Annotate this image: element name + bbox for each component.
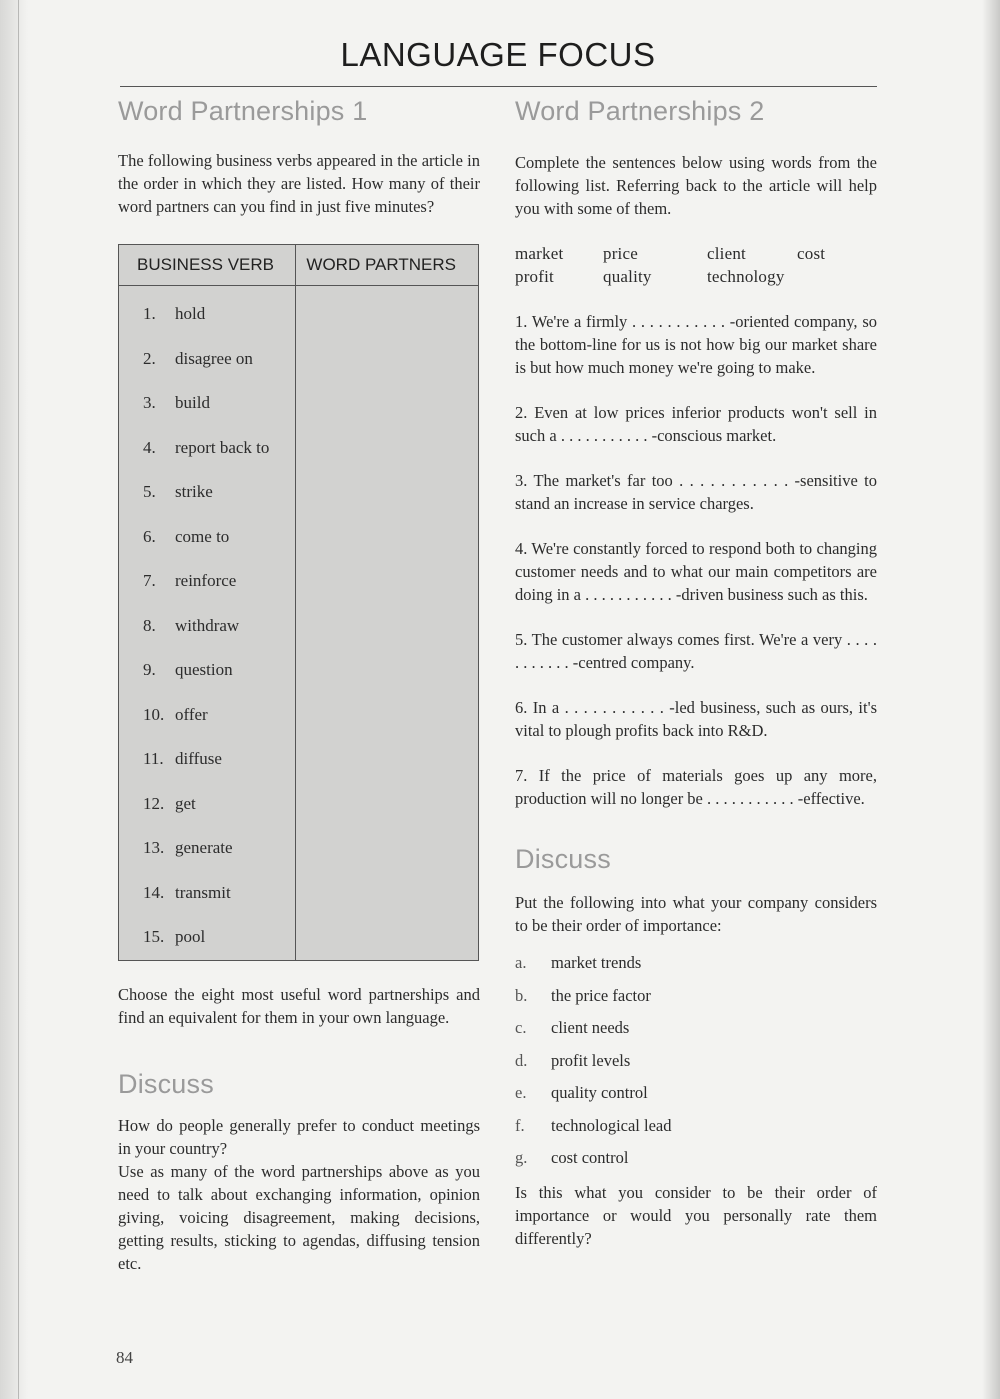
verb-rows	[119, 286, 479, 961]
list-item-text: quality control	[551, 1083, 648, 1102]
business-verb-cell	[119, 871, 296, 916]
gap-fill-sentence: 2. Even at low prices inferior products won't sell in such a . . . . . . . . . . . -conscious market.	[515, 403, 877, 445]
discuss-heading-left: Discuss	[118, 1068, 214, 1099]
word-partnerships-1-heading: Word Partnerships 1	[118, 96, 368, 126]
discuss-question-meetings: How do people generally prefer to conduct meetings in your country?	[118, 1115, 480, 1158]
business-verb-cell	[119, 737, 296, 782]
verb-number: 9.	[143, 660, 156, 680]
verb-number: 4.	[143, 437, 156, 457]
table-row	[119, 470, 479, 515]
choose-instruction: Choose the eight most useful word partnerships and find an equivalent for them in your own language.	[118, 984, 480, 1027]
list-item-letter: c.	[515, 1018, 527, 1037]
list-item-letter: d.	[515, 1050, 528, 1070]
list-item	[515, 1077, 877, 1110]
list-item-text: the price factor	[551, 985, 651, 1005]
business-verb-cell	[119, 782, 296, 827]
verb-number: 7.	[143, 571, 156, 591]
word-list	[515, 242, 877, 288]
verb-number: 3.	[143, 393, 156, 413]
verb-number: 5.	[143, 482, 156, 502]
title-divider	[120, 86, 877, 87]
business-verb-table	[118, 244, 479, 961]
page-number: 84	[116, 1348, 133, 1367]
list-item-text: market trends	[551, 953, 642, 972]
list-item	[515, 1045, 877, 1078]
business-verb-header: BUSINESS VERB	[119, 245, 296, 286]
business-verb-cell	[119, 470, 296, 515]
gap-fill-sentence: 1. We're a firmly . . . . . . . . . . . -oriented company, so the bottom-line for us is not how big our market share is but how much money we're going to make.	[515, 312, 877, 377]
list-item-letter: g.	[515, 1148, 528, 1167]
table-row	[119, 915, 479, 960]
word-partners-cell[interactable]	[296, 515, 479, 560]
word-partners-cell[interactable]	[296, 782, 479, 827]
word-list-item: quality	[603, 267, 652, 286]
list-item-letter: b.	[515, 985, 528, 1005]
word-list-item: market	[515, 244, 564, 263]
page-binding-shadow	[0, 0, 28, 1399]
table-row	[119, 559, 479, 604]
list-item	[515, 947, 877, 980]
business-verb-cell	[119, 648, 296, 693]
table-row	[119, 381, 479, 426]
business-verb-cell	[119, 826, 296, 871]
binding-line	[18, 0, 19, 1399]
verb-number: 14.	[143, 882, 165, 902]
business-verb-cell	[119, 381, 296, 426]
word-partners-cell[interactable]	[296, 286, 479, 337]
business-verb-cell	[119, 559, 296, 604]
word-partnerships-2-intro: Complete the sentences below using words from the following list. Referring back to the article will help you with some of them.	[515, 153, 877, 218]
verb-number: 12.	[143, 793, 165, 813]
page-edge-shadow	[982, 0, 1000, 1399]
table-row	[119, 426, 479, 471]
word-list-item: technology	[707, 267, 785, 286]
word-partners-cell[interactable]	[296, 426, 479, 471]
business-verb-cell	[119, 604, 296, 649]
list-item-text: profit levels	[551, 1050, 631, 1070]
list-item-letter: e.	[515, 1083, 527, 1102]
word-list-item: profit	[515, 267, 554, 286]
word-partners-cell[interactable]	[296, 737, 479, 782]
verb-text: report back to	[175, 437, 270, 457]
word-partnerships-2-heading: Word Partnerships 2	[515, 96, 765, 126]
verb-text: come to	[175, 526, 230, 546]
word-partners-cell[interactable]	[296, 559, 479, 604]
list-item	[515, 1142, 877, 1175]
word-partners-cell[interactable]	[296, 915, 479, 960]
table-row	[119, 337, 479, 382]
verb-text: question	[175, 660, 233, 680]
gap-fill-sentence: 3. The market's far too . . . . . . . . . . . -sensitive to stand an increase in service charges.	[515, 471, 877, 513]
list-item-letter: f.	[515, 1115, 525, 1135]
list-item-text: cost control	[551, 1148, 629, 1167]
verb-number: 15.	[143, 927, 165, 947]
verb-number: 8.	[143, 615, 156, 635]
table-row	[119, 286, 479, 337]
discuss-ranking-intro: Put the following into what your company considers to be their order of importance:	[515, 893, 877, 935]
business-verb-cell	[119, 915, 296, 960]
word-partners-cell[interactable]	[296, 693, 479, 738]
verb-number: 11.	[143, 749, 164, 769]
verb-text: build	[175, 393, 210, 413]
verb-text: transmit	[175, 882, 231, 902]
table-row	[119, 693, 479, 738]
ranking-closing-question: Is this what you consider to be their order of importance or would you personally rate them differently?	[515, 1182, 877, 1248]
verb-text: reinforce	[175, 571, 237, 591]
verb-text: strike	[175, 482, 213, 502]
word-partners-header: WORD PARTNERS	[296, 245, 479, 286]
table-row	[119, 782, 479, 827]
verb-number: 1.	[143, 304, 156, 324]
gap-fill-sentences	[515, 310, 877, 810]
ranking-list	[515, 947, 877, 1175]
list-item	[515, 980, 877, 1013]
right-column	[515, 96, 877, 1250]
gap-fill-sentence: 4. We're constantly forced to respond both to changing customer needs and to what our main competitors are doing in a . . . . . . . . . . . -driven business such as this.	[515, 539, 877, 604]
verb-text: get	[175, 793, 196, 813]
table-row	[119, 737, 479, 782]
verb-number: 6.	[143, 526, 156, 546]
gap-fill-sentence: 5. The customer always comes first. We're a very . . . . . . . . . . . -centred company.	[515, 630, 877, 672]
table-row	[119, 826, 479, 871]
list-item	[515, 1110, 877, 1143]
list-item-letter: a.	[515, 953, 527, 972]
word-list-item: price	[603, 244, 638, 263]
verb-text: hold	[175, 304, 206, 324]
business-verb-cell	[119, 515, 296, 560]
verb-number: 2.	[143, 348, 156, 368]
word-list-item: cost	[797, 244, 826, 263]
table-row	[119, 871, 479, 916]
gap-fill-sentence: 6. In a . . . . . . . . . . . -led business, such as ours, it's vital to plough profits back into R&D.	[515, 698, 877, 740]
word-partners-cell[interactable]	[296, 826, 479, 871]
verb-number: 10.	[143, 704, 165, 724]
word-partners-cell[interactable]	[296, 337, 479, 382]
word-partners-cell[interactable]	[296, 648, 479, 693]
list-item-text: technological lead	[551, 1115, 672, 1135]
verb-text: disagree on	[175, 348, 253, 368]
verb-text: generate	[175, 838, 233, 858]
table-row	[119, 515, 479, 560]
business-verb-cell	[119, 426, 296, 471]
discuss-heading-right: Discuss	[515, 844, 611, 874]
page-title: LANGUAGE FOCUS	[340, 36, 656, 73]
verb-text: offer	[175, 704, 208, 724]
list-item	[515, 1012, 877, 1045]
table-row	[119, 604, 479, 649]
word-partners-cell[interactable]	[296, 381, 479, 426]
word-partners-cell[interactable]	[296, 871, 479, 916]
verb-text: diffuse	[175, 749, 222, 769]
word-partners-cell[interactable]	[296, 470, 479, 515]
table-row	[119, 648, 479, 693]
word-list-item: client	[707, 244, 746, 263]
verb-text: pool	[175, 927, 206, 947]
list-item-text: client needs	[551, 1018, 630, 1037]
business-verb-cell	[119, 337, 296, 382]
business-verb-cell	[119, 286, 296, 337]
verb-number: 13.	[143, 838, 165, 858]
business-verb-cell	[119, 693, 296, 738]
verb-text: withdraw	[175, 615, 240, 635]
word-partners-cell[interactable]	[296, 604, 479, 649]
gap-fill-sentence: 7. If the price of materials goes up any more, production will no longer be . . . . . . . . . . . -effective.	[515, 766, 877, 808]
left-column	[118, 96, 480, 1275]
discuss-question-partnerships: Use as many of the word partnerships above as you need to talk about exchanging information, opinion giving, voicing disagreement, making decisions, getting results, sticking to agendas, diffusing tension etc.	[118, 1161, 480, 1273]
word-partnerships-1-intro: The following business verbs appeared in the article in the order in which they are listed. How many of their word partners can you find in just five minutes?	[118, 151, 480, 216]
